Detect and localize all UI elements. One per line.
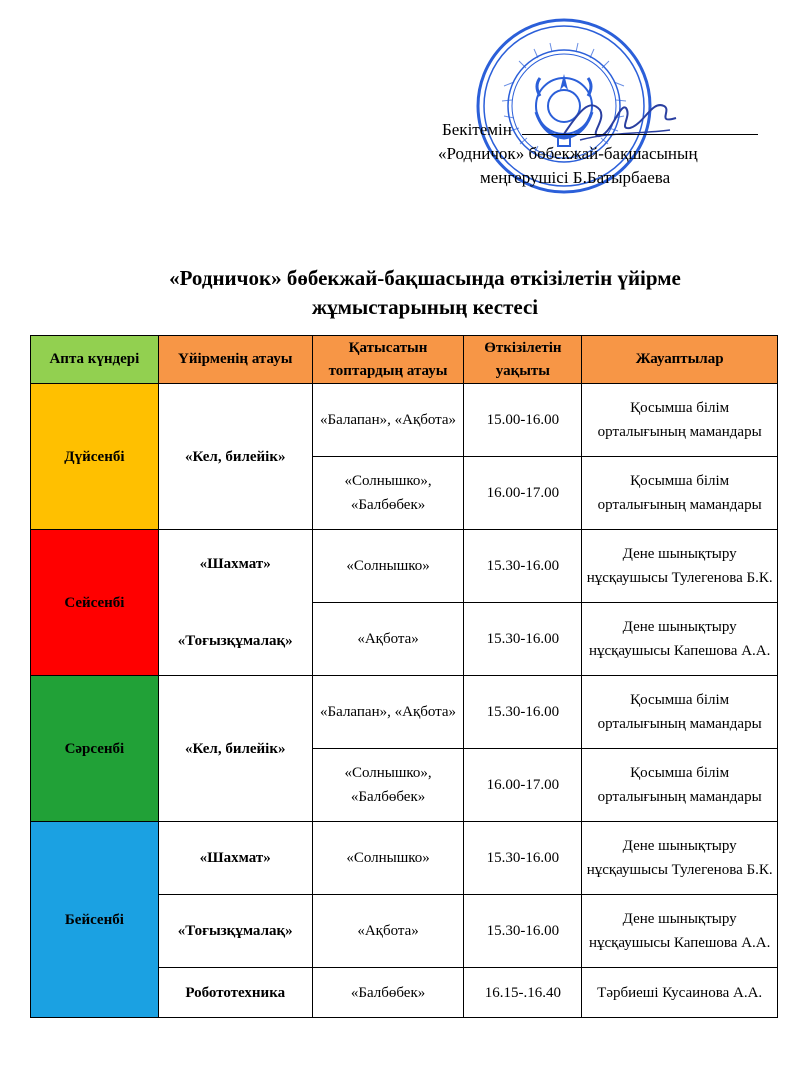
header-time: Өткізілетін уақыты — [464, 336, 582, 384]
club-shakhmat: «Шахмат» — [199, 556, 271, 572]
groups-cell: «Балапан», «Ақбота» — [312, 384, 464, 457]
time-cell: 15.30-16.00 — [464, 822, 582, 895]
club-kel-bileik: «Кел, билейік» — [158, 384, 312, 530]
groups-cell: «Солнышко» — [312, 822, 464, 895]
table-row — [31, 530, 778, 603]
club-kel-bileik: «Кел, билейік» — [158, 676, 312, 822]
day-wednesday: Сәрсенбі — [31, 676, 159, 822]
table-row — [31, 676, 778, 749]
day-monday: Дүйсенбі — [31, 384, 159, 530]
approval-kindergarten: «Родничок» бөбекжай-бақшасының — [438, 144, 698, 163]
responsible-cell: Қосымша білім орталығының мамандары — [582, 384, 778, 457]
day-tuesday: Сейсенбі — [31, 530, 159, 676]
groups-cell: «Солнышко», «Балбөбек» — [312, 749, 464, 822]
groups-cell: «Солнышко» — [312, 530, 464, 603]
title-line-1: «Родничок» бөбекжай-бақшасында өткізілетін үйірме — [169, 266, 681, 290]
time-cell: 15.30-16.00 — [464, 603, 582, 676]
time-cell: 15.30-16.00 — [464, 895, 582, 968]
signature-icon — [560, 90, 680, 150]
header-responsible: Жауаптылар — [582, 336, 778, 384]
responsible-cell: Қосымша білім орталығының мамандары — [582, 457, 778, 530]
header-groups: Қатысатын топтардың атауы — [312, 336, 464, 384]
responsible-cell: Дене шынықтыру нұсқаушысы Тулегенова Б.К. — [582, 530, 778, 603]
groups-cell: «Солнышко», «Балбөбек» — [312, 457, 464, 530]
groups-cell: «Ақбота» — [312, 603, 464, 676]
groups-cell: «Ақбота» — [312, 895, 464, 968]
responsible-cell: Қосымша білім орталығының мамандары — [582, 676, 778, 749]
time-cell: 15.30-16.00 — [464, 676, 582, 749]
time-cell: 16.00-17.00 — [464, 457, 582, 530]
time-cell: 16.15-.16.40 — [464, 968, 582, 1018]
time-cell: 15.30-16.00 — [464, 530, 582, 603]
page-title — [40, 264, 808, 322]
schedule-table — [30, 335, 778, 1018]
time-cell: 15.00-16.00 — [464, 384, 582, 457]
title-line-2: жұмыстарының кестесі — [311, 295, 539, 319]
table-row — [31, 822, 778, 895]
club-togyzkumalak: «Тоғызқұмалақ» — [158, 895, 312, 968]
table-header-row — [31, 336, 778, 384]
table-row — [31, 384, 778, 457]
responsible-cell: Тәрбиеші Кусаинова А.А. — [582, 968, 778, 1018]
responsible-cell: Дене шынықтыру нұсқаушысы Капешова А.А. — [582, 895, 778, 968]
groups-cell: «Балапан», «Ақбота» — [312, 676, 464, 749]
approval-director: меңгерушісі Б.Батырбаева — [480, 168, 671, 187]
day-thursday: Бейсенбі — [31, 822, 159, 1018]
header-weekdays: Апта күндері — [31, 336, 159, 384]
club-robotics: Робототехника — [158, 968, 312, 1018]
tuesday-clubs — [158, 530, 312, 676]
responsible-cell: Дене шынықтыру нұсқаушысы Тулегенова Б.К. — [582, 822, 778, 895]
time-cell: 16.00-17.00 — [464, 749, 582, 822]
header-club-name: Үйірменің атауы — [158, 336, 312, 384]
responsible-cell: Дене шынықтыру нұсқаушысы Капешова А.А. — [582, 603, 778, 676]
club-togyzkumalak: «Тоғызқұмалақ» — [177, 633, 293, 649]
responsible-cell: Қосымша білім орталығының мамандары — [582, 749, 778, 822]
groups-cell: «Балбөбек» — [312, 968, 464, 1018]
approval-label: Бекітемін — [442, 120, 512, 139]
club-shakhmat: «Шахмат» — [158, 822, 312, 895]
signature-line — [522, 134, 758, 135]
